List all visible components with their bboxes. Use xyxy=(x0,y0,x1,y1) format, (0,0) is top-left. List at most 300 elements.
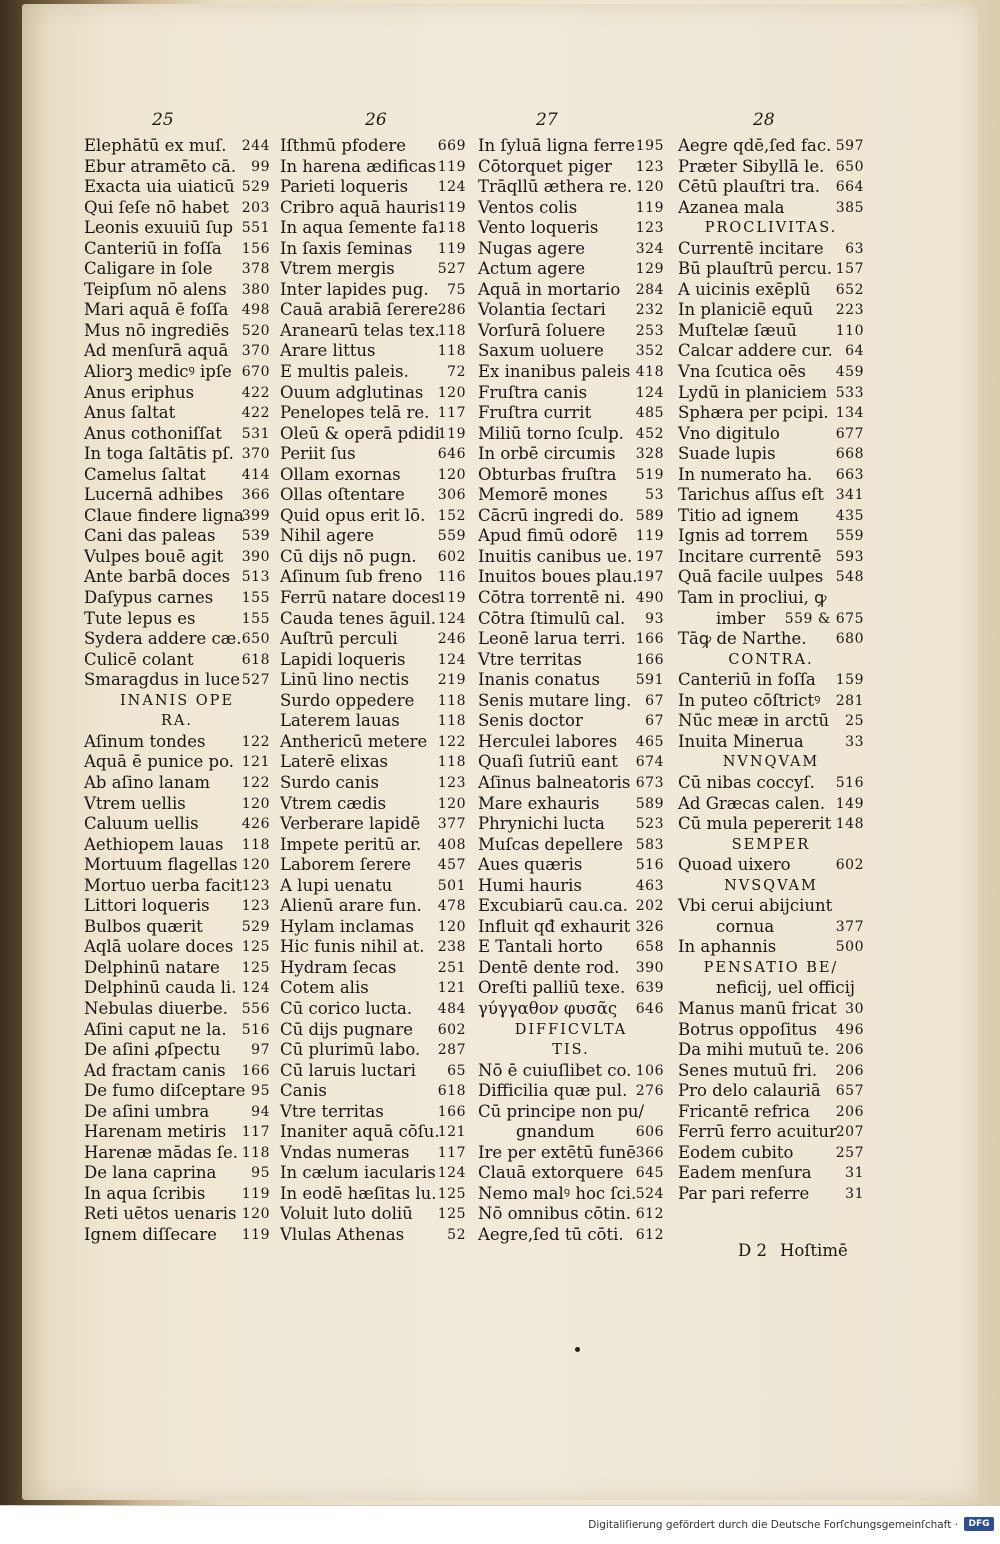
entry-number: 276 xyxy=(635,1083,664,1100)
index-entry xyxy=(280,383,466,404)
index-entry xyxy=(478,588,664,609)
entry-text: Ad Græcas calen. xyxy=(678,793,826,813)
entry-text: Vtrem cædis xyxy=(280,793,387,813)
entry-number: 527 xyxy=(241,672,270,689)
section-heading: RA. xyxy=(161,713,193,730)
entry-number: 119 xyxy=(437,425,466,442)
index-entry xyxy=(478,280,664,301)
entry-text: Aquā ē punice po. xyxy=(84,752,234,772)
entry-number: 422 xyxy=(241,384,270,401)
entry-text: Nūc meæ in arctū xyxy=(678,711,830,731)
index-entry xyxy=(84,383,270,404)
entry-number: 378 xyxy=(241,261,270,278)
entry-number: 125 xyxy=(241,959,270,976)
index-entry xyxy=(280,239,466,260)
index-entry xyxy=(280,958,466,979)
entry-text: Cōtorquet piger xyxy=(478,156,612,176)
entry-number: 166 xyxy=(635,651,664,668)
index-entry xyxy=(280,937,466,958)
entry-number: 53 xyxy=(645,487,664,504)
entry-number: 516 xyxy=(241,1021,270,1038)
index-entry xyxy=(84,588,270,609)
index-entry xyxy=(84,1163,270,1184)
entry-number: 287 xyxy=(437,1042,466,1059)
index-entry xyxy=(478,835,664,856)
entry-number: 123 xyxy=(241,877,270,894)
entry-text: Leonē larua terri. xyxy=(478,629,626,649)
entry-number: 118 xyxy=(437,322,466,339)
entry-number: 670 xyxy=(241,364,270,381)
entry-text: In eodē hæſitas lu. xyxy=(280,1183,437,1203)
entry-text: Cācrū ingredi do. xyxy=(478,505,625,525)
entry-text: Dentē dente rod. xyxy=(478,957,620,977)
entry-text: Sydera addere cæ. xyxy=(84,629,242,649)
entry-text: Harenæ mādas ſe. xyxy=(84,1142,238,1162)
index-entry xyxy=(678,177,864,198)
index-entry xyxy=(84,1081,270,1102)
entry-number: 120 xyxy=(241,857,270,874)
entry-number: 95 xyxy=(251,1083,270,1100)
entry-text: Hic funis nihil at. xyxy=(280,937,425,957)
index-entry xyxy=(678,485,864,506)
index-entry xyxy=(84,239,270,260)
entry-number: 602 xyxy=(437,548,466,565)
index-entry xyxy=(478,567,664,588)
entry-number: 195 xyxy=(635,138,664,154)
entry-text: Periit ſus xyxy=(280,444,356,464)
entry-text: Aſini caput ne la. xyxy=(84,1019,227,1039)
entry-number: 639 xyxy=(635,980,664,997)
index-entry xyxy=(84,752,270,773)
entry-text: cornua xyxy=(716,916,775,936)
index-entry xyxy=(478,1143,664,1164)
entry-number: 251 xyxy=(437,959,466,976)
entry-text: In aqua ſcribis xyxy=(84,1183,206,1203)
entry-number: 664 xyxy=(835,179,864,196)
index-entry xyxy=(678,280,864,301)
index-entry xyxy=(478,1102,664,1123)
entry-number: 559 xyxy=(835,528,864,545)
index-entry xyxy=(478,177,664,198)
entry-number: 123 xyxy=(635,158,664,175)
entry-text: Incitare currentē xyxy=(678,546,822,566)
entry-text: Caluum uellis xyxy=(84,814,199,834)
entry-number: 206 xyxy=(835,1062,864,1079)
section-heading: PROCLIVITAS. xyxy=(704,220,838,237)
entry-text: Cū dijs pugnare xyxy=(280,1019,414,1039)
entry-text: Inter lapides pug. xyxy=(280,279,429,299)
index-entry xyxy=(84,136,270,157)
entry-number: 529 xyxy=(241,179,270,196)
entry-number: 501 xyxy=(437,877,466,894)
entry-text: Smaragdus in luce xyxy=(84,670,241,690)
entry-number: 122 xyxy=(241,733,270,750)
index-entry xyxy=(280,711,466,732)
entry-number: 118 xyxy=(437,692,466,709)
index-entry xyxy=(678,999,864,1020)
entry-text: Anus cothoniſſat xyxy=(84,423,222,443)
index-entry xyxy=(84,218,270,239)
entry-number: 117 xyxy=(241,1124,270,1141)
index-entry xyxy=(478,1225,664,1246)
entry-text: In aphannis xyxy=(678,937,777,957)
entry-text: Bulbos quærit xyxy=(84,916,203,936)
entry-number: 253 xyxy=(635,322,664,339)
entry-number: 680 xyxy=(835,631,864,648)
entry-number: 306 xyxy=(437,487,466,504)
entry-text: Ignem diſſecare xyxy=(84,1224,217,1244)
index-entry xyxy=(280,362,466,383)
entry-text: Qui ſeſe nō habet xyxy=(84,197,229,217)
index-entry xyxy=(478,321,664,342)
entry-text: Lydū in planiciem xyxy=(678,382,828,402)
entry-number: 67 xyxy=(645,692,664,709)
index-entry xyxy=(280,978,466,999)
entry-number: 645 xyxy=(635,1165,664,1182)
entry-number: 663 xyxy=(835,466,864,483)
column-number-3: 27 xyxy=(536,110,558,130)
index-entry xyxy=(280,814,466,835)
entry-text: Cū dijs nō pugn. xyxy=(280,546,417,566)
index-entry xyxy=(678,362,864,383)
entry-number: 523 xyxy=(635,816,664,833)
index-entry xyxy=(84,855,270,876)
entry-text: Quaſi ſutriū eant xyxy=(478,752,618,772)
index-entry xyxy=(84,978,270,999)
index-entry xyxy=(280,896,466,917)
index-entry xyxy=(678,1102,864,1123)
index-entry xyxy=(280,1163,466,1184)
index-entry xyxy=(678,424,864,445)
entry-text: Nihil agere xyxy=(280,526,374,546)
entry-text: Anus eriphus xyxy=(84,382,195,402)
entry-text: Caligare in ſole xyxy=(84,259,213,279)
index-entry xyxy=(280,424,466,445)
entry-number: 485 xyxy=(635,405,664,422)
entry-number: 152 xyxy=(437,507,466,524)
entry-text: Vtre territas xyxy=(478,649,582,669)
entry-text: Aethiopem lauas xyxy=(84,834,224,854)
entry-number: 124 xyxy=(437,1165,466,1182)
entry-text: Canteriū in foſſa xyxy=(84,238,222,258)
index-entry xyxy=(478,157,664,178)
entry-text: Saxum uoluere xyxy=(478,341,604,361)
index-entry xyxy=(84,896,270,917)
index-entry xyxy=(84,814,270,835)
index-entry xyxy=(678,1163,864,1184)
entry-number: 110 xyxy=(835,322,864,339)
entry-number: 500 xyxy=(835,939,864,956)
entry-text: Cōtra ſtimulū cal. xyxy=(478,608,626,628)
index-column-1 xyxy=(84,136,270,1246)
index-entry xyxy=(84,876,270,897)
entry-number: 612 xyxy=(635,1226,664,1243)
entry-number: 652 xyxy=(835,281,864,298)
index-entry xyxy=(84,157,270,178)
index-entry xyxy=(478,218,664,239)
entry-number: 650 xyxy=(835,158,864,175)
entry-text: Leonis exuuiū ſup xyxy=(84,218,234,238)
index-entry xyxy=(478,917,664,938)
entry-number: 399 xyxy=(241,507,270,524)
entry-number: 422 xyxy=(241,405,270,422)
entry-text: Titio ad ignem xyxy=(678,505,799,525)
entry-number: 118 xyxy=(437,713,466,730)
index-entry xyxy=(478,773,664,794)
index-entry xyxy=(280,403,466,424)
entry-text: Currentē incitare xyxy=(678,238,824,258)
entry-text: Senes mutuū fri. xyxy=(678,1060,818,1080)
index-entry xyxy=(84,465,270,486)
index-entry xyxy=(478,239,664,260)
index-entry xyxy=(84,485,270,506)
entry-number: 377 xyxy=(437,816,466,833)
index-column-4 xyxy=(678,136,864,1204)
index-entry xyxy=(84,958,270,979)
entry-number: 106 xyxy=(635,1062,664,1079)
section-heading: PENSATIO BE/ xyxy=(703,959,839,976)
entry-number: 121 xyxy=(437,980,466,997)
index-entry xyxy=(478,855,664,876)
entry-number: 119 xyxy=(635,528,664,545)
entry-text: Fruſtra canis xyxy=(478,382,588,402)
entry-number: 490 xyxy=(635,590,664,607)
index-entry xyxy=(678,609,864,630)
entry-text: Vndas numeras xyxy=(280,1142,410,1162)
entry-number: 591 xyxy=(635,672,664,689)
entry-text: Vtre territas xyxy=(280,1101,384,1121)
entry-text: Teipſum nō alens xyxy=(84,279,227,299)
entry-text: Tāꝙ de Narthe. xyxy=(678,629,807,649)
entry-text: Cū principe non pu/ xyxy=(478,1101,645,1121)
entry-number: 390 xyxy=(635,959,664,976)
entry-number: 650 xyxy=(241,631,270,648)
index-entry xyxy=(84,835,270,856)
entry-number: 120 xyxy=(437,466,466,483)
column-number-2: 26 xyxy=(365,110,387,130)
entry-text: Aegre qdē,ſed fac. xyxy=(678,136,832,155)
entry-text: Culicē colant xyxy=(84,649,194,669)
index-entry xyxy=(84,526,270,547)
index-entry xyxy=(280,650,466,671)
entry-text: Manus manū fricat xyxy=(678,998,837,1018)
entry-text: Excubiarū cau.ca. xyxy=(478,896,628,916)
index-entry xyxy=(678,567,864,588)
index-entry xyxy=(478,506,664,527)
entry-text: Harenam metiris xyxy=(84,1122,227,1142)
entry-text: De lana caprina xyxy=(84,1163,217,1183)
entry-text: Quid opus erit lō. xyxy=(280,505,426,525)
index-entry xyxy=(280,876,466,897)
entry-number: 674 xyxy=(635,754,664,771)
entry-text: Inuitis canibus ue. xyxy=(478,546,633,566)
entry-number: 120 xyxy=(437,795,466,812)
entry-text: Ab aſino lanam xyxy=(84,772,210,792)
index-entry xyxy=(84,670,270,691)
entry-number: 390 xyxy=(241,548,270,565)
index-entry xyxy=(280,341,466,362)
entry-text: Anus ſaltat xyxy=(84,403,176,423)
entry-text: Ire per extētū funē xyxy=(478,1142,636,1162)
index-entry xyxy=(478,876,664,897)
entry-number: 119 xyxy=(241,1226,270,1243)
index-entry xyxy=(678,198,864,219)
index-entry xyxy=(478,1163,664,1184)
entry-number: 527 xyxy=(437,261,466,278)
entry-text: Cotem alis xyxy=(280,978,369,998)
entry-number: 157 xyxy=(835,261,864,278)
index-entry xyxy=(678,794,864,815)
entry-number: 93 xyxy=(645,610,664,627)
entry-text: Ventos colis xyxy=(478,197,578,217)
entry-number: 408 xyxy=(437,836,466,853)
entry-number: 370 xyxy=(241,446,270,463)
index-entry xyxy=(84,321,270,342)
entry-text: Inuitos boues plau. xyxy=(478,567,638,587)
entry-text: Cū laruis luctari xyxy=(280,1060,416,1080)
entry-text: In orbē circumis xyxy=(478,444,616,464)
index-entry xyxy=(678,937,864,958)
entry-text: Lapidi loqueris xyxy=(280,649,406,669)
entry-text: Cētū plauſtri tra. xyxy=(678,177,820,197)
index-entry xyxy=(478,896,664,917)
index-entry xyxy=(280,567,466,588)
index-entry xyxy=(280,506,466,527)
entry-text: Ignis ad torrem xyxy=(678,526,809,546)
entry-text: Eadem menſura xyxy=(678,1163,812,1183)
index-entry xyxy=(678,711,864,732)
entry-text: Aqlā uolare doces xyxy=(84,937,234,957)
entry-text: Impete peritū ar. xyxy=(280,834,422,854)
index-entry xyxy=(84,629,270,650)
entry-number: 65 xyxy=(447,1062,466,1079)
entry-number: 75 xyxy=(447,281,466,298)
entry-text: Vno digitulo xyxy=(678,423,780,443)
entry-text: Tute lepus es xyxy=(84,608,196,628)
entry-number: 123 xyxy=(241,898,270,915)
entry-text: Pro delo calauriā xyxy=(678,1081,821,1101)
footer-text: Digitaliſierung gefördert durch die Deutsche Forſchungsgemeinſchaft · xyxy=(588,1519,958,1531)
entry-text: Vtrem mergis xyxy=(280,259,395,279)
entry-text: De fumo diſceptare xyxy=(84,1081,246,1101)
entry-text: Præter Sibyllā le. xyxy=(678,156,825,176)
entry-text: Eodem cubito xyxy=(678,1142,794,1162)
entry-number: 324 xyxy=(635,240,664,257)
entry-text: Vulpes bouē agit xyxy=(84,546,224,566)
entry-text: Senis doctor xyxy=(478,711,583,731)
entry-text: Hydram ſecas xyxy=(280,957,397,977)
index-entry xyxy=(280,198,466,219)
entry-number: 286 xyxy=(437,302,466,319)
index-entry xyxy=(280,691,466,712)
entry-number: 202 xyxy=(635,898,664,915)
index-entry xyxy=(84,177,270,198)
entry-text: Aues quæris xyxy=(478,855,583,875)
entry-number: 646 xyxy=(635,1000,664,1017)
entry-text: gnandum xyxy=(516,1122,595,1142)
entry-text: Cū nibas coccyſ. xyxy=(678,772,815,792)
index-entry xyxy=(478,1061,664,1082)
entry-number: 207 xyxy=(835,1124,864,1141)
entry-text: Canis xyxy=(280,1081,327,1101)
index-entry xyxy=(280,999,466,1020)
entry-number: 618 xyxy=(241,651,270,668)
entry-number: 52 xyxy=(447,1226,466,1243)
entry-number: 118 xyxy=(437,343,466,360)
entry-number: 119 xyxy=(437,158,466,175)
index-entry xyxy=(678,444,864,465)
entry-text: Daſypus carnes xyxy=(84,588,214,608)
index-entry xyxy=(478,732,664,753)
entry-number: 166 xyxy=(635,631,664,648)
entry-text: Ferrū natare doces xyxy=(280,588,440,608)
index-entry xyxy=(678,506,864,527)
entry-text: Vento loqueris xyxy=(478,218,599,238)
index-entry xyxy=(478,465,664,486)
index-entry xyxy=(280,1225,466,1246)
entry-number: 33 xyxy=(845,733,864,750)
entry-number: 197 xyxy=(635,548,664,565)
index-entry xyxy=(280,732,466,753)
index-entry xyxy=(84,300,270,321)
entry-text: Surdo oppedere xyxy=(280,690,415,710)
entry-text: Littori loqueris xyxy=(84,896,210,916)
entry-number: 31 xyxy=(845,1185,864,1202)
entry-number: 118 xyxy=(437,754,466,771)
entry-number: 63 xyxy=(845,240,864,257)
entry-number: 155 xyxy=(241,590,270,607)
entry-number: 166 xyxy=(241,1062,270,1079)
index-entry xyxy=(478,1204,664,1225)
entry-number: 618 xyxy=(437,1083,466,1100)
index-entry xyxy=(678,773,864,794)
index-entry xyxy=(280,855,466,876)
section-heading: NVNQVAM xyxy=(722,754,820,771)
entry-number: 25 xyxy=(845,713,864,730)
ink-dot xyxy=(575,1347,580,1352)
entry-number: 117 xyxy=(437,1144,466,1161)
entry-text: Aegre,ſed tū cōti. xyxy=(478,1224,624,1244)
entry-number: 95 xyxy=(251,1165,270,1182)
entry-text: Ollam exornas xyxy=(280,464,401,484)
entry-text: γύγγαθον φυσᾶς xyxy=(478,998,618,1018)
index-entry xyxy=(84,444,270,465)
index-entry xyxy=(678,1061,864,1082)
entry-number: 119 xyxy=(437,240,466,257)
index-entry xyxy=(478,609,664,630)
entry-number: 606 xyxy=(635,1124,664,1141)
entry-number: 516 xyxy=(635,857,664,874)
entry-text: Quoad uixero xyxy=(678,855,791,875)
entry-number: 219 xyxy=(437,672,466,689)
index-entry xyxy=(478,383,664,404)
entry-number: 149 xyxy=(835,795,864,812)
entry-number: 244 xyxy=(241,138,270,154)
entry-number: 520 xyxy=(241,322,270,339)
entry-number: 125 xyxy=(437,1206,466,1223)
entry-number: 120 xyxy=(241,1206,270,1223)
entry-number: 529 xyxy=(241,918,270,935)
index-entry xyxy=(478,424,664,445)
entry-text: Voluit luto doliū xyxy=(280,1204,413,1224)
entry-text: Inuita Minerua xyxy=(678,731,804,751)
index-entry xyxy=(478,937,664,958)
entry-number: 119 xyxy=(437,199,466,216)
index-entry xyxy=(280,1204,466,1225)
entry-text: Arare littus xyxy=(280,341,376,361)
index-entry xyxy=(478,485,664,506)
entry-number: 124 xyxy=(241,980,270,997)
